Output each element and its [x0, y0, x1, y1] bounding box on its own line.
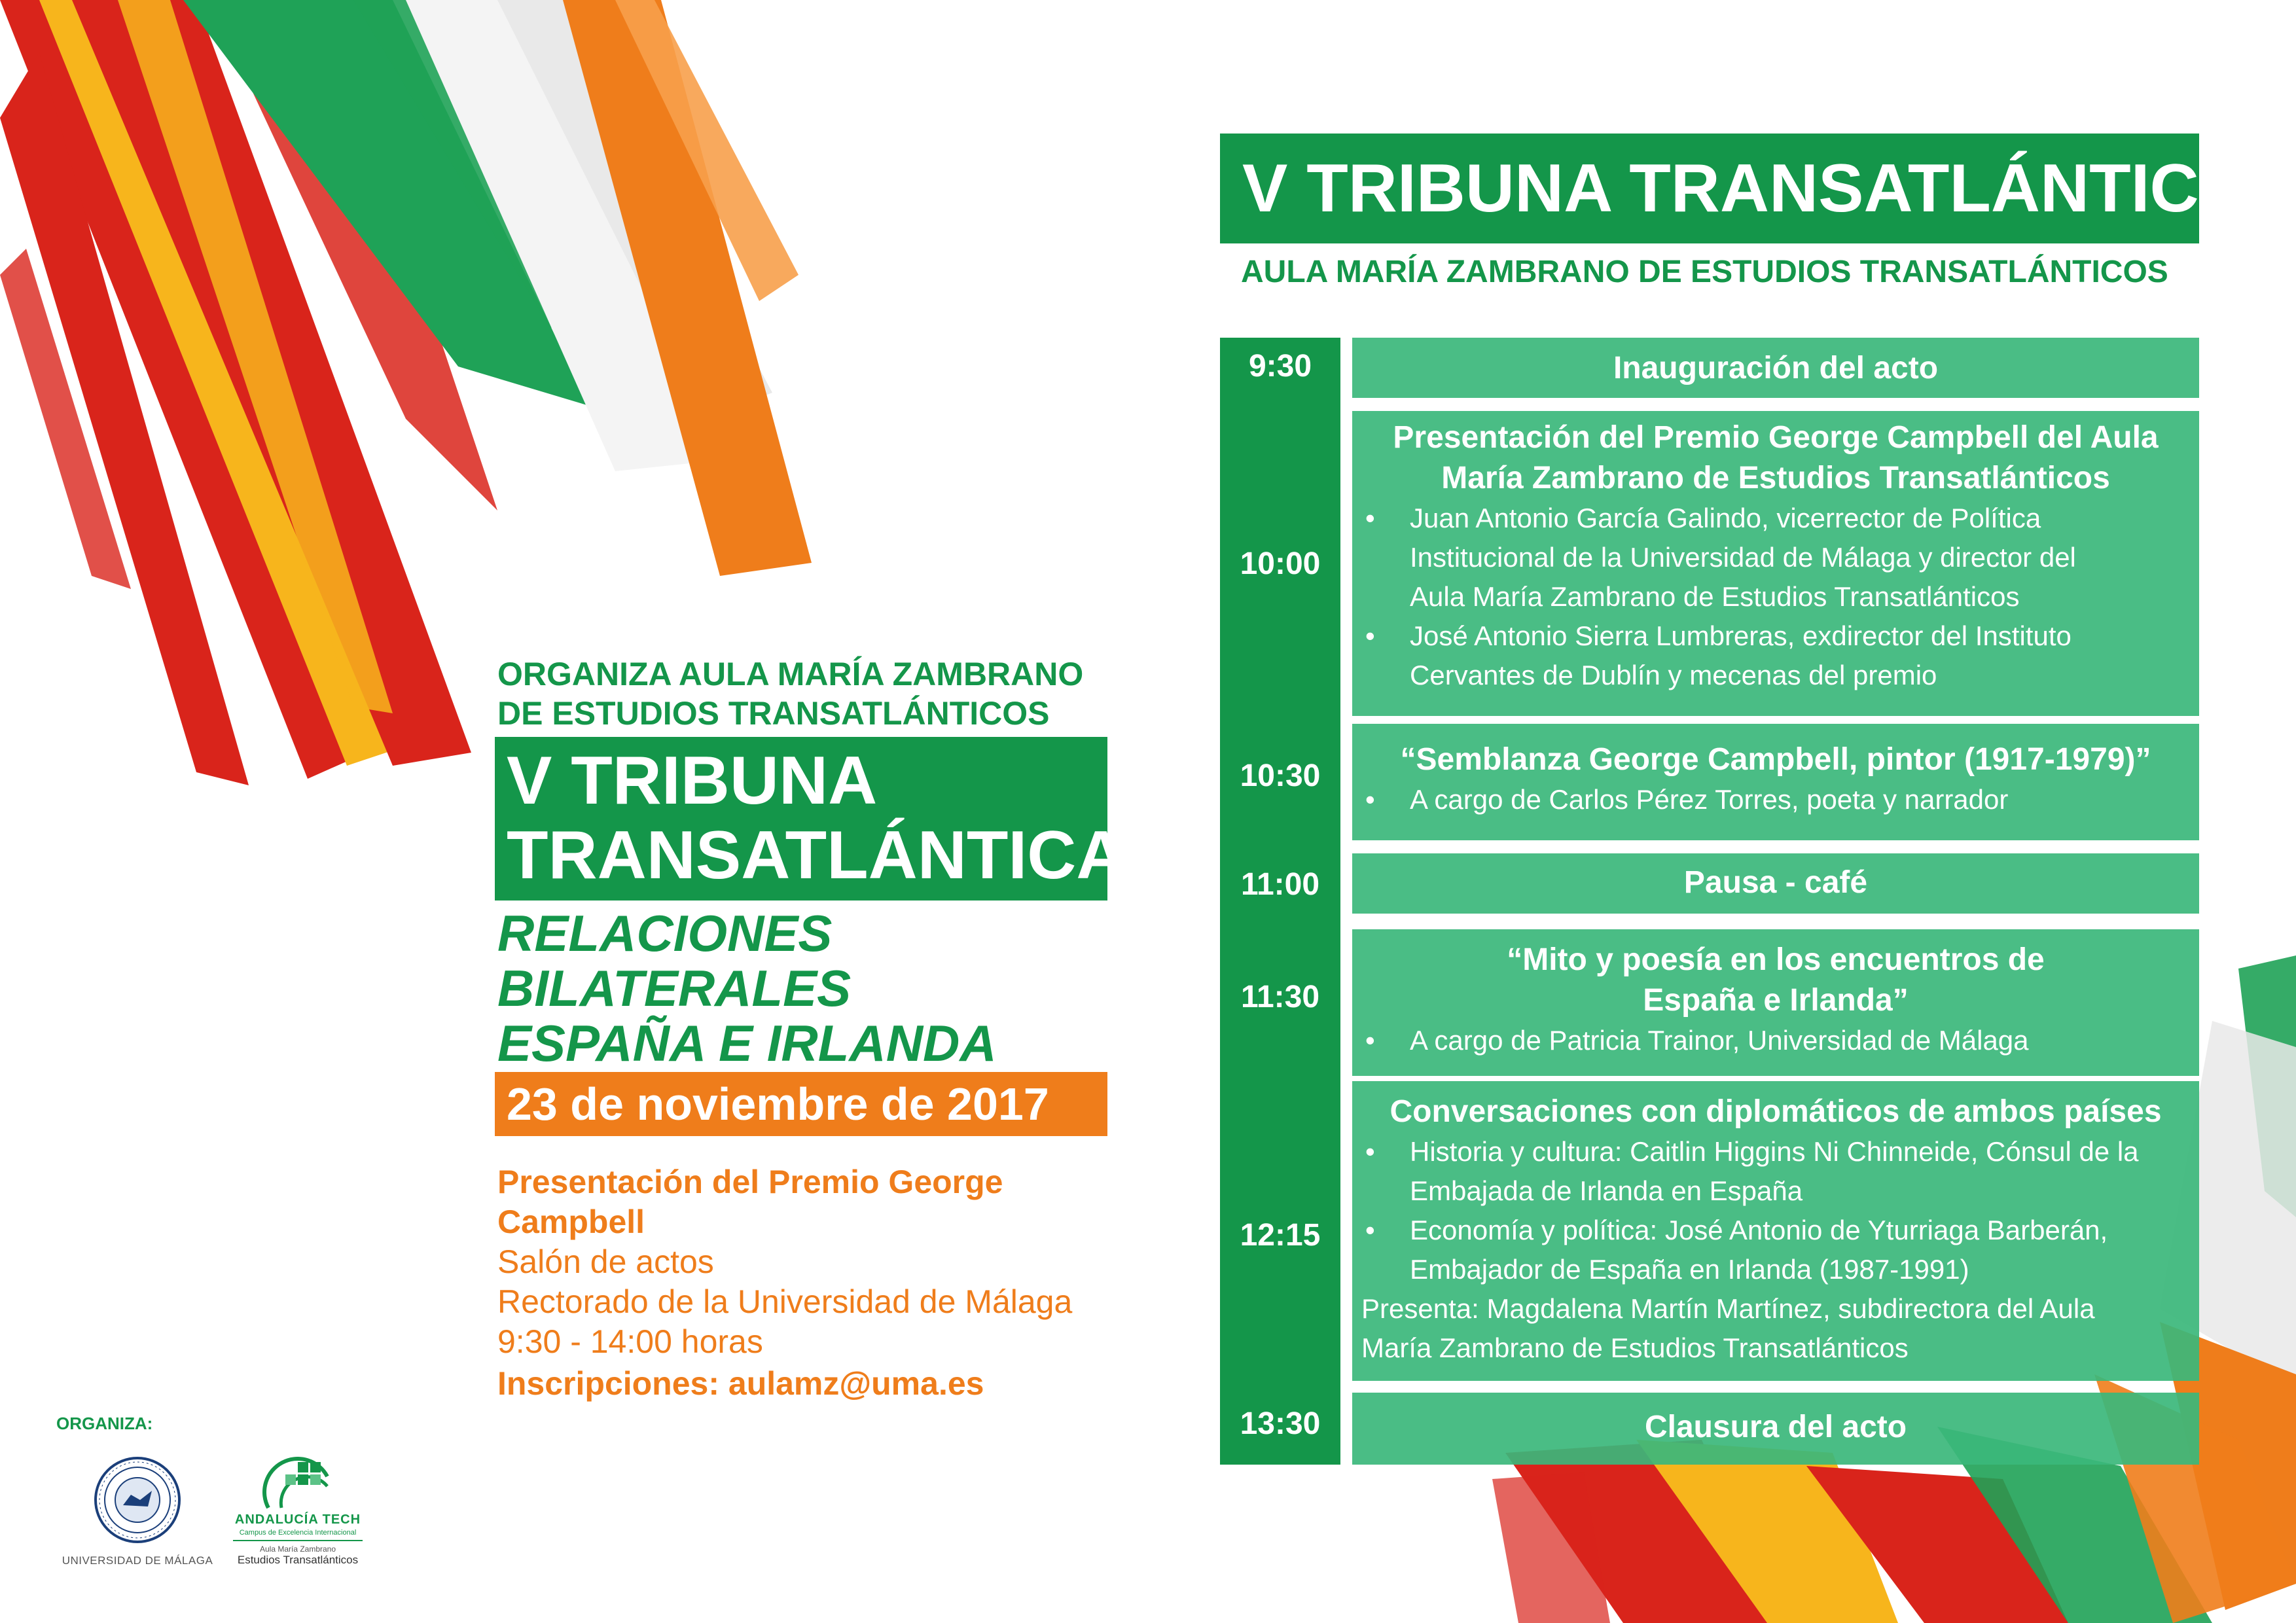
speaker-bullet: [1361, 616, 2190, 695]
time-label: 11:00: [1240, 867, 1320, 902]
uma-caption: UNIVERSIDAD DE MÁLAGA: [62, 1554, 213, 1567]
bullet-icon: •: [1365, 1136, 1375, 1167]
bullet-icon: •: [1365, 784, 1375, 815]
registration-email[interactable]: Inscripciones: aulamz@uma.es: [497, 1365, 984, 1402]
organizer-line-2: DE ESTUDIOS TRANSATLÁNTICOS: [497, 695, 1050, 732]
speaker-bullet: [1361, 780, 2190, 819]
bullet-icon: •: [1365, 1215, 1375, 1245]
speaker-line: José Antonio Sierra Lumbreras, exdirector del Instituto: [1410, 620, 2072, 651]
speaker-line: Juan Antonio García Galindo, vicerrector de Política: [1410, 503, 2041, 533]
event-title-line-1: V TRIBUNA: [507, 743, 878, 819]
presenter-text: [1361, 1289, 2190, 1368]
speaker-text: [1410, 1211, 2190, 1289]
speaker-line: Aula María Zambrano de Estudios Transatlánticos: [1410, 581, 2020, 612]
organiza-label: ORGANIZA:: [56, 1414, 153, 1433]
time-column: [1220, 338, 1340, 1465]
time-label: 10:00: [1240, 546, 1321, 581]
slot-title: Pausa - café: [1683, 865, 1868, 900]
speaker-text: A cargo de Carlos Pérez Torres, poeta y narrador: [1410, 784, 2009, 815]
speaker-line: Institucional de la Universidad de Málaga y director del: [1410, 542, 2076, 573]
bullet-icon: •: [1365, 620, 1375, 651]
speaker-line: Embajador de España en Irlanda (1987-1991): [1410, 1254, 1969, 1285]
bullet-icon: •: [1365, 1025, 1375, 1056]
venue-line: Salón de actos: [497, 1243, 714, 1280]
speaker-text: [1410, 499, 2190, 616]
slot-title: Conversaciones con diplomáticos de ambos países: [1390, 1094, 2162, 1129]
andalucia-tech-estudios: Estudios Transatlánticos: [237, 1554, 359, 1566]
subtitle-line-1: RELACIONES BILATERALES: [497, 904, 852, 1017]
slot-title: “Semblanza George Campbell, pintor (1917-1979)”: [1400, 742, 2151, 777]
speaker-text: [1410, 1132, 2190, 1211]
time-label: 13:30: [1240, 1406, 1321, 1441]
logo-divider: [233, 1540, 363, 1541]
speaker-line: Embajada de Irlanda en España: [1410, 1175, 1803, 1206]
time-label: 11:30: [1240, 980, 1320, 1014]
speaker-line: Economía y política: José Antonio de Yturriaga Barberán,: [1410, 1215, 2108, 1245]
schedule-item-pausa: [1352, 853, 2199, 914]
speaker-text: A cargo de Patricia Trainor, Universidad de Málaga: [1410, 1025, 2029, 1056]
time-label: 9:30: [1248, 349, 1312, 383]
slot-title: Clausura del acto: [1644, 1410, 1907, 1444]
schedule-item-inauguracion: [1352, 338, 2199, 398]
organizer-heading: [497, 654, 1126, 733]
speaker-bullet: [1361, 499, 2190, 616]
uma-logo: [59, 1454, 216, 1567]
speaker-line: Historia y cultura: Caitlin Higgins Ni Chinneide, Cónsul de la: [1410, 1136, 2139, 1167]
schedule-item-premio: [1352, 411, 2199, 716]
speaker-bullet: [1361, 1021, 2190, 1060]
slot-title-line: María Zambrano de Estudios Transatlánticos: [1441, 461, 2110, 495]
slot-title-line: “Mito y poesía en los encuentros de: [1507, 942, 2045, 977]
time-label: 10:30: [1240, 758, 1321, 793]
venue-heading: Presentación del Premio George Campbell: [497, 1164, 1003, 1240]
event-title-right: V TRIBUNA TRANSATLÁNTICA: [1220, 134, 2199, 243]
subtitle-line-2: ESPAÑA E IRLANDA: [497, 1014, 997, 1072]
venue-line: 9:30 - 14:00 horas: [497, 1323, 763, 1360]
andalucia-tech-logo: [229, 1457, 367, 1567]
speaker-bullet: [1361, 1211, 2190, 1289]
speaker-bullet: [1361, 1132, 2190, 1211]
uma-seal-icon: [92, 1454, 183, 1546]
slot-title: Inauguración del acto: [1613, 351, 1939, 385]
presenter-line: Presenta: Magdalena Martín Martínez, subdirectora del Aula: [1361, 1293, 2095, 1324]
speaker-line: Cervantes de Dublín y mecenas del premio: [1410, 660, 1937, 690]
event-subtitle: [497, 906, 1126, 1071]
time-label: 12:15: [1240, 1218, 1321, 1253]
presenter-line: María Zambrano de Estudios Transatlánticos: [1361, 1332, 1909, 1363]
event-date: 23 de noviembre de 2017: [495, 1072, 1107, 1136]
event-title-left: [495, 737, 1126, 901]
organizer-line-1: ORGANIZA AULA MARÍA ZAMBRANO: [497, 656, 1084, 692]
speaker-text: [1410, 616, 2190, 695]
andalucia-tech-name: ANDALUCÍA TECH: [234, 1512, 361, 1527]
aula-subheader: AULA MARÍA ZAMBRANO DE ESTUDIOS TRANSATLÁNTICOS: [1241, 255, 2168, 289]
bullet-icon: •: [1365, 503, 1375, 533]
schedule-item-conversaciones: [1352, 1081, 2199, 1381]
schedule-item-mito: [1352, 929, 2199, 1076]
globe-grid-icon: [262, 1457, 334, 1509]
schedule-item-clausura: [1352, 1393, 2199, 1465]
schedule-item-semblanza: [1352, 724, 2199, 840]
slot-title-line: Presentación del Premio George Campbell del Aula: [1393, 420, 2159, 455]
event-title-line-2: TRANSATLÁNTICA: [507, 817, 1126, 893]
andalucia-tech-tagline: Campus de Excelencia Internacional: [239, 1529, 357, 1537]
venue-line: Rectorado de la Universidad de Málaga: [497, 1283, 1073, 1320]
slot-title-line: España e Irlanda”: [1643, 983, 1909, 1018]
andalucia-tech-aula: Aula María Zambrano: [259, 1544, 336, 1554]
venue-info: [497, 1162, 1126, 1362]
